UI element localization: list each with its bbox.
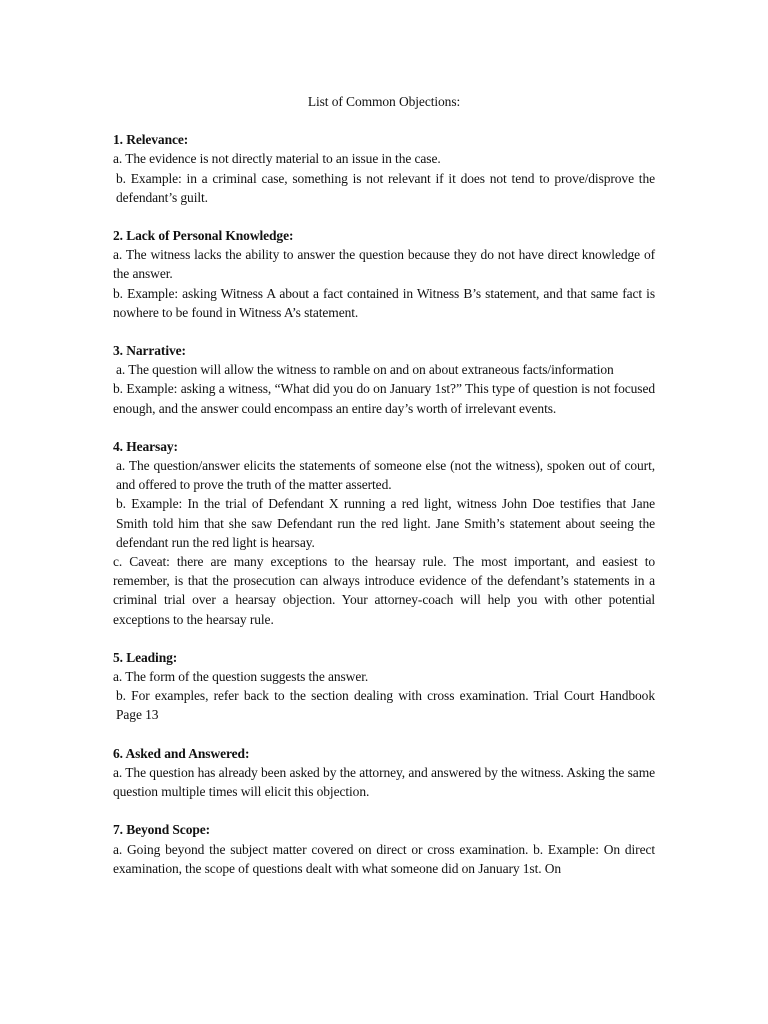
section-lack-of-personal-knowledge xyxy=(113,226,655,322)
section-heading: 7. Beyond Scope: xyxy=(113,822,211,838)
section-narrative xyxy=(113,341,655,418)
section-paragraph: b. For examples, refer back to the section dealing with cross examination. Trial Court Handbook Page 13 xyxy=(116,688,655,723)
section-relevance xyxy=(113,130,655,207)
document-title: List of Common Objections: xyxy=(307,94,461,109)
section-paragraph: a. Going beyond the subject matter covered on direct or cross examination. b. Example: On direct examination, the scope of questions dealt with what someone did on January 1st. On xyxy=(113,841,655,876)
section-heading: 4. Hearsay: xyxy=(113,438,178,454)
section-leading xyxy=(113,648,655,725)
section-heading: 1. Relevance: xyxy=(113,132,189,148)
section-paragraph: a. The question has already been asked by the attorney, and answered by the witness. Asking the same question multiple times will elicit this objection. xyxy=(113,764,655,800)
section-paragraph: a. The question will allow the witness to ramble on and on about extraneous facts/information xyxy=(116,362,614,378)
section-paragraph: c. Caveat: there are many exceptions to the hearsay rule. The most important, and easiest to remember, is that the prosecution can always introduce evidence of the defendant’s statements in a criminal trial over a hearsay objection. Your attorney-coach will help you with other potential exceptions to the hearsay rule. xyxy=(113,554,655,627)
document-page xyxy=(113,92,655,897)
section-heading: 6. Asked and Answered: xyxy=(113,745,250,761)
section-asked-and-answered xyxy=(113,744,655,802)
section-heading: 3. Narrative: xyxy=(113,343,186,359)
section-heading: 5. Leading: xyxy=(113,649,178,665)
section-paragraph: b. Example: In the trial of Defendant X running a red light, witness John Doe testifies that Jane Smith told him that she saw Defendant run the red light. Jane Smith’s statement about seeing the defendant run the red light is hearsay. xyxy=(116,496,655,550)
section-paragraph: b. Example: asking Witness A about a fact contained in Witness B’s statement, and that same fact is nowhere to be found in Witness A’s statement. xyxy=(113,285,655,320)
section-beyond-scope xyxy=(113,820,655,878)
section-paragraph: a. The question/answer elicits the statements of someone else (not the witness), spoken out of court, and offered to prove the truth of the matter asserted. xyxy=(116,458,655,493)
section-hearsay xyxy=(113,437,655,629)
section-paragraph: b. Example: in a criminal case, something is not relevant if it does not tend to prove/disprove the defendant’s guilt. xyxy=(116,170,655,205)
section-heading: 2. Lack of Personal Knowledge: xyxy=(113,228,294,244)
section-paragraph: a. The evidence is not directly material to an issue in the case. xyxy=(113,151,441,167)
section-paragraph: a. The witness lacks the ability to answer the question because they do not have direct knowledge of the answer. xyxy=(113,247,655,282)
section-paragraph: a. The form of the question suggests the answer. xyxy=(113,669,369,685)
section-paragraph: b. Example: asking a witness, “What did you do on January 1st?” This type of question is not focused enough, and the answer could encompass an entire day’s worth of irrelevant events. xyxy=(113,381,655,416)
